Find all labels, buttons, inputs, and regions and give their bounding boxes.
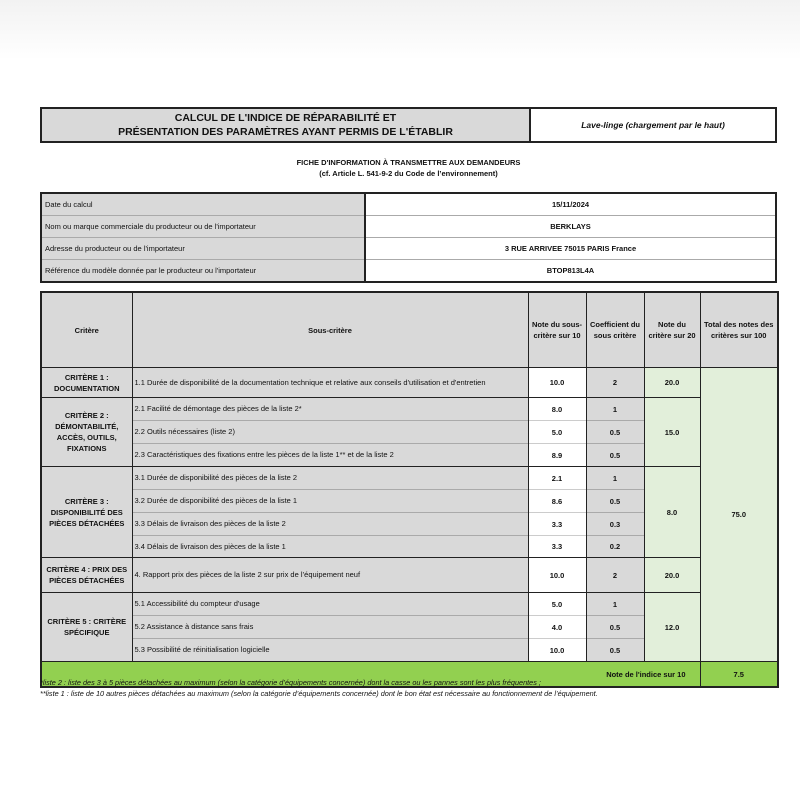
sub-criterion-note: 10.0	[528, 368, 586, 398]
info-label: Référence du modèle donnée par le producteur ou l'importateur	[41, 260, 365, 283]
criterion-name: CRITÈRE 2 : DÉMONTABILITÉ, ACCÈS, OUTILS, FIXATIONS	[41, 398, 132, 467]
header-total: Total des notes des critères sur 100	[700, 292, 778, 368]
table-header-row	[41, 292, 778, 368]
info-value: 15/11/2024	[365, 193, 776, 216]
criterion-name: CRITÈRE 5 : CRITÈRE SPÉCIFIQUE	[41, 593, 132, 662]
sub-criterion-label: 5.2 Assistance à distance sans frais	[132, 616, 528, 639]
product-type: Lave-linge (chargement par le haut)	[581, 120, 725, 130]
table-row	[41, 593, 778, 616]
title-line-1: CALCUL DE L'INDICE DE RÉPARABILITÉ ET	[174, 112, 397, 124]
sub-criterion-label: 1.1 Durée de disponibilité de la documentation technique et relative aux conseils d'utilisation et d'entretien	[132, 368, 528, 398]
title-box	[40, 107, 777, 143]
sub-criterion-label: 5.1 Accessibilité du compteur d'usage	[132, 593, 528, 616]
sub-criterion-coefficient: 0.5	[586, 421, 644, 444]
sub-criterion-label: 2.1 Facilité de démontage des pièces de la liste 2*	[132, 398, 528, 421]
info-label: Adresse du producteur ou de l'importateur	[41, 238, 365, 260]
sub-criterion-note: 5.0	[528, 421, 586, 444]
sub-criterion-coefficient: 1	[586, 398, 644, 421]
header-sous-critere: Sous-critère	[132, 292, 528, 368]
fiche-line-2: (cf. Article L. 541-9-2 du Code de l’environnement)	[319, 169, 498, 178]
sub-criterion-coefficient: 2	[586, 558, 644, 593]
footnote-liste-1: **liste 1 : liste de 10 autres pièces détachées au maximum (selon la catégorie d’équipements concernée) dont le bon état est nécessaire au fonctionnement de l’équipement.	[40, 689, 598, 698]
sub-criterion-coefficient: 0.2	[586, 536, 644, 558]
fiche-line-1: FICHE D'INFORMATION À TRANSMETTRE AUX DEMANDEURS	[296, 158, 521, 167]
criterion-score: 12.0	[644, 593, 700, 662]
info-row	[41, 216, 776, 238]
criterion-score: 20.0	[644, 368, 700, 398]
table-row	[41, 558, 778, 593]
sub-criterion-label: 2.2 Outils nécessaires (liste 2)	[132, 421, 528, 444]
criterion-score: 15.0	[644, 398, 700, 467]
criterion-score: 20.0	[644, 558, 700, 593]
info-value: BERKLAYS	[365, 216, 776, 238]
sub-criterion-label: 2.3 Caractéristiques des fixations entre les pièces de la liste 1** et de la liste 2	[132, 444, 528, 467]
sub-criterion-note: 8.6	[528, 490, 586, 513]
header-note-sous-critere: Note du sous-critère sur 10	[528, 292, 586, 368]
sub-criterion-coefficient: 0.5	[586, 639, 644, 662]
total-score: 75.0	[700, 368, 778, 662]
final-score-label: Note de l'indice sur 10	[41, 662, 700, 688]
header-critere: Critère	[41, 292, 132, 368]
sub-criterion-coefficient: 1	[586, 467, 644, 490]
document-title	[42, 109, 531, 141]
sub-criterion-coefficient: 1	[586, 593, 644, 616]
info-row	[41, 260, 776, 283]
sub-criterion-note: 5.0	[528, 593, 586, 616]
sub-criterion-note: 10.0	[528, 639, 586, 662]
header-note-critere: Note du critère sur 20	[644, 292, 700, 368]
sub-criterion-note: 3.3	[528, 513, 586, 536]
criterion-name: CRITÈRE 4 : PRIX DES PIÈCES DÉTACHÉES	[41, 558, 132, 593]
sub-criterion-coefficient: 0.3	[586, 513, 644, 536]
sub-criterion-label: 3.4 Délais de livraison des pièces de la liste 1	[132, 536, 528, 558]
score-table	[40, 291, 779, 688]
table-row	[41, 467, 778, 490]
sub-criterion-coefficient: 0.5	[586, 444, 644, 467]
sub-criterion-label: 3.1 Durée de disponibilité des pièces de la liste 2	[132, 467, 528, 490]
info-label: Nom ou marque commerciale du producteur ou de l'importateur	[41, 216, 365, 238]
info-row	[41, 238, 776, 260]
footnote-liste-2: *liste 2 : liste des 3 à 5 pièces détachées au maximum (selon la catégorie d’équipements concernée) dont la casse ou les pannes sont les plus fréquentes ;	[40, 678, 541, 687]
sub-criterion-label: 3.2 Durée de disponibilité des pièces de la liste 1	[132, 490, 528, 513]
sub-criterion-note: 8.0	[528, 398, 586, 421]
sub-criterion-label: 4. Rapport prix des pièces de la liste 2 sur prix de l’équipement neuf	[132, 558, 528, 593]
criterion-score: 8.0	[644, 467, 700, 558]
sub-criterion-label: 5.3 Possibilité de réinitialisation logicielle	[132, 639, 528, 662]
sub-criterion-coefficient: 2	[586, 368, 644, 398]
sub-criterion-note: 4.0	[528, 616, 586, 639]
title-line-2: PRÉSENTATION DES PARAMÈTRES AYANT PERMIS DE L'ÉTABLIR	[118, 126, 453, 138]
sub-criterion-coefficient: 0.5	[586, 490, 644, 513]
info-value: BTOP813L4A	[365, 260, 776, 283]
criterion-name: CRITÈRE 3 : DISPONIBILITÉ DES PIÈCES DÉTACHÉES	[41, 467, 132, 558]
header-coefficient: Coefficient du sous critère	[586, 292, 644, 368]
sub-criterion-note: 8.9	[528, 444, 586, 467]
info-row	[41, 193, 776, 216]
final-score-value: 7.5	[700, 662, 778, 688]
fiche-heading	[40, 157, 777, 179]
sub-criterion-note: 3.3	[528, 536, 586, 558]
info-value: 3 RUE ARRIVEE 75015 PARIS France	[365, 238, 776, 260]
info-table	[40, 192, 777, 283]
sub-criterion-note: 2.1	[528, 467, 586, 490]
info-label: Date du calcul	[41, 193, 365, 216]
criterion-name: CRITÈRE 1 : DOCUMENTATION	[41, 368, 132, 398]
table-row	[41, 398, 778, 421]
top-fade	[0, 0, 800, 60]
footnotes	[40, 677, 777, 699]
sub-criterion-label: 3.3 Délais de livraison des pièces de la liste 2	[132, 513, 528, 536]
sub-criterion-note: 10.0	[528, 558, 586, 593]
table-row	[41, 368, 778, 398]
sub-criterion-coefficient: 0.5	[586, 616, 644, 639]
